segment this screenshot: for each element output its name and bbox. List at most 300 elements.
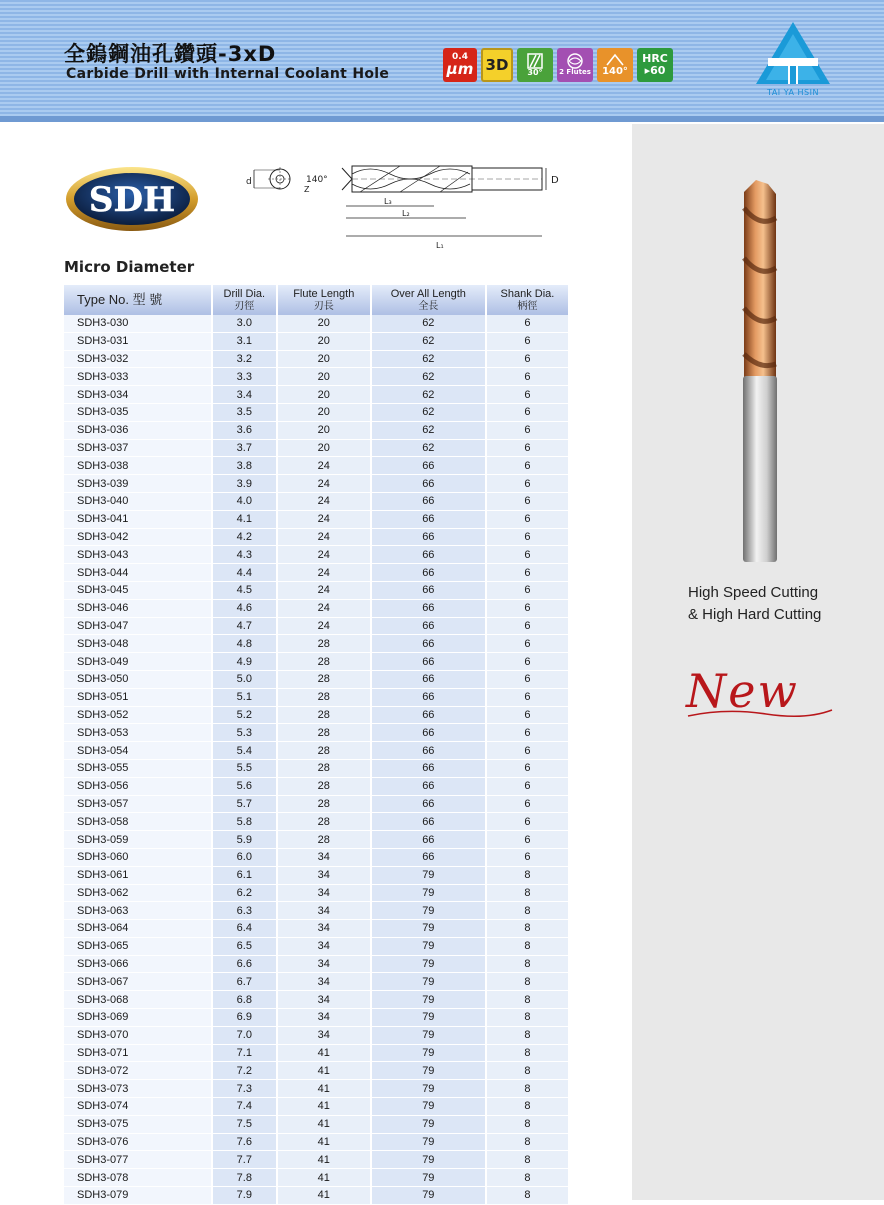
shank-dia-cell: 6 xyxy=(486,581,569,599)
overall-length-cell: 79 xyxy=(371,1133,486,1151)
overall-length-cell: 62 xyxy=(371,421,486,439)
overall-length-cell: 79 xyxy=(371,920,486,938)
overall-length-cell: 66 xyxy=(371,688,486,706)
diagram-L2-label: L₂ xyxy=(402,209,410,218)
table-row xyxy=(64,1062,569,1080)
overall-length-cell: 66 xyxy=(371,546,486,564)
flute-length-cell: 24 xyxy=(277,564,371,582)
drill-dia-cell: 6.6 xyxy=(212,955,277,973)
drill-dia-cell: 7.9 xyxy=(212,1187,277,1205)
flute-length-cell: 28 xyxy=(277,688,371,706)
diagram-angle-label: 140° xyxy=(306,175,328,185)
drill-dia-cell: 6.8 xyxy=(212,991,277,1009)
drill-dia-cell: 7.7 xyxy=(212,1151,277,1169)
table-row xyxy=(64,759,569,777)
drill-dia-cell: 3.0 xyxy=(212,315,277,332)
overall-length-cell: 66 xyxy=(371,653,486,671)
flute-length-cell: 24 xyxy=(277,546,371,564)
flute-length-cell: 28 xyxy=(277,653,371,671)
shank-dia-cell: 8 xyxy=(486,1062,569,1080)
shank-dia-cell: 6 xyxy=(486,813,569,831)
type-no-cell: SDH3-079 xyxy=(64,1187,212,1205)
type-no-cell: SDH3-069 xyxy=(64,1009,212,1027)
overall-length-cell: 79 xyxy=(371,1080,486,1098)
table-row xyxy=(64,724,569,742)
overall-length-cell: 66 xyxy=(371,581,486,599)
table-row xyxy=(64,973,569,991)
header-shank-dia-label-zh: 柄徑 xyxy=(517,300,538,312)
shank-dia-cell: 8 xyxy=(486,1187,569,1205)
flute-length-cell: 24 xyxy=(277,492,371,510)
flute-length-cell: 34 xyxy=(277,991,371,1009)
table-row xyxy=(64,1115,569,1133)
flute-length-cell: 41 xyxy=(277,1133,371,1151)
flute-length-cell: 41 xyxy=(277,1151,371,1169)
flute-length-cell: 41 xyxy=(277,1098,371,1116)
drill-dimension-diagram xyxy=(240,158,576,248)
type-no-cell: SDH3-053 xyxy=(64,724,212,742)
type-no-cell: SDH3-045 xyxy=(64,581,212,599)
drill-dia-cell: 7.5 xyxy=(212,1115,277,1133)
drill-dia-cell: 4.6 xyxy=(212,599,277,617)
sdh-logo-text: SDH xyxy=(88,180,176,220)
table-row xyxy=(64,1009,569,1027)
flute-length-cell: 20 xyxy=(277,368,371,386)
overall-length-cell: 62 xyxy=(371,350,486,368)
type-no-cell: SDH3-063 xyxy=(64,902,212,920)
flute-length-cell: 28 xyxy=(277,706,371,724)
type-no-cell: SDH3-044 xyxy=(64,564,212,582)
shank-dia-cell: 8 xyxy=(486,866,569,884)
drill-dia-cell: 5.6 xyxy=(212,777,277,795)
drill-dia-cell: 5.5 xyxy=(212,759,277,777)
shank-dia-cell: 8 xyxy=(486,937,569,955)
drill-dia-cell: 5.2 xyxy=(212,706,277,724)
table-row xyxy=(64,350,569,368)
overall-length-cell: 62 xyxy=(371,315,486,332)
shank-dia-cell: 8 xyxy=(486,1026,569,1044)
overall-length-cell: 79 xyxy=(371,1044,486,1062)
drill-dia-cell: 5.7 xyxy=(212,795,277,813)
drill-dia-cell: 4.5 xyxy=(212,581,277,599)
table-row xyxy=(64,421,569,439)
overall-length-cell: 66 xyxy=(371,528,486,546)
table-row xyxy=(64,1026,569,1044)
precision-unit: μm xyxy=(446,60,474,78)
shank-dia-cell: 8 xyxy=(486,920,569,938)
drill-dia-cell: 7.1 xyxy=(212,1044,277,1062)
section-title: Micro Diameter xyxy=(64,258,195,276)
helix-angle: 30° xyxy=(527,68,543,77)
table-row xyxy=(64,315,569,332)
flute-length-cell: 28 xyxy=(277,831,371,849)
overall-length-cell: 79 xyxy=(371,1098,486,1116)
type-no-cell: SDH3-048 xyxy=(64,635,212,653)
type-no-cell: SDH3-047 xyxy=(64,617,212,635)
shank-dia-cell: 6 xyxy=(486,475,569,493)
flute-length-cell: 24 xyxy=(277,457,371,475)
type-no-cell: SDH3-055 xyxy=(64,759,212,777)
flute-length-cell: 20 xyxy=(277,315,371,332)
drill-dia-cell: 3.2 xyxy=(212,350,277,368)
type-no-cell: SDH3-077 xyxy=(64,1151,212,1169)
type-no-cell: SDH3-075 xyxy=(64,1115,212,1133)
diagram-D-label: D xyxy=(551,175,559,186)
table-row xyxy=(64,546,569,564)
flute-length-cell: 20 xyxy=(277,439,371,457)
type-no-cell: SDH3-037 xyxy=(64,439,212,457)
overall-length-cell: 66 xyxy=(371,848,486,866)
drill-dia-cell: 3.4 xyxy=(212,386,277,404)
table-row xyxy=(64,866,569,884)
shank-dia-cell: 6 xyxy=(486,724,569,742)
table-row xyxy=(64,688,569,706)
flute-length-cell: 28 xyxy=(277,795,371,813)
drill-dia-cell: 5.1 xyxy=(212,688,277,706)
flute-length-cell: 28 xyxy=(277,742,371,760)
overall-length-cell: 62 xyxy=(371,368,486,386)
type-no-cell: SDH3-039 xyxy=(64,475,212,493)
type-no-cell: SDH3-076 xyxy=(64,1133,212,1151)
table-row xyxy=(64,902,569,920)
table-row xyxy=(64,528,569,546)
flute-length-cell: 20 xyxy=(277,421,371,439)
header-shank-dia-label: Shank Dia. xyxy=(500,288,555,301)
flute-length-cell: 34 xyxy=(277,848,371,866)
table-row xyxy=(64,1044,569,1062)
drill-dia-cell: 7.2 xyxy=(212,1062,277,1080)
table-row xyxy=(64,403,569,421)
shank-dia-cell: 6 xyxy=(486,528,569,546)
drill-dia-cell: 7.8 xyxy=(212,1169,277,1187)
overall-length-cell: 79 xyxy=(371,1026,486,1044)
type-no-cell: SDH3-041 xyxy=(64,510,212,528)
overall-length-cell: 62 xyxy=(371,386,486,404)
overall-length-cell: 66 xyxy=(371,759,486,777)
flute-length-cell: 41 xyxy=(277,1062,371,1080)
type-no-cell: SDH3-064 xyxy=(64,920,212,938)
diagram-d-label: d xyxy=(246,177,252,187)
shank-dia-cell: 8 xyxy=(486,1169,569,1187)
shank-dia-cell: 6 xyxy=(486,759,569,777)
type-no-cell: SDH3-032 xyxy=(64,350,212,368)
flute-length-cell: 34 xyxy=(277,920,371,938)
flute-length-cell: 24 xyxy=(277,617,371,635)
table-body xyxy=(64,315,569,1204)
type-no-cell: SDH3-057 xyxy=(64,795,212,813)
flute-length-cell: 24 xyxy=(277,581,371,599)
type-no-cell: SDH3-031 xyxy=(64,332,212,350)
overall-length-cell: 66 xyxy=(371,831,486,849)
shank-dia-cell: 6 xyxy=(486,439,569,457)
table-row xyxy=(64,937,569,955)
flute-length-cell: 34 xyxy=(277,866,371,884)
drill-dia-cell: 7.4 xyxy=(212,1098,277,1116)
flute-length-cell: 24 xyxy=(277,475,371,493)
table-row xyxy=(64,1169,569,1187)
table-row xyxy=(64,599,569,617)
drill-dia-cell: 6.3 xyxy=(212,902,277,920)
shank-dia-cell: 6 xyxy=(486,617,569,635)
drill-dia-cell: 4.7 xyxy=(212,617,277,635)
type-no-cell: SDH3-060 xyxy=(64,848,212,866)
shank-dia-cell: 6 xyxy=(486,457,569,475)
drill-dia-cell: 3.3 xyxy=(212,368,277,386)
table-row xyxy=(64,475,569,493)
drill-dia-cell: 3.7 xyxy=(212,439,277,457)
flute-length-cell: 28 xyxy=(277,724,371,742)
drill-dia-cell: 4.3 xyxy=(212,546,277,564)
table-row xyxy=(64,368,569,386)
table-row xyxy=(64,439,569,457)
flute-length-cell: 28 xyxy=(277,635,371,653)
header-overall-length xyxy=(371,285,486,315)
drill-dia-cell: 5.0 xyxy=(212,670,277,688)
overall-length-cell: 79 xyxy=(371,973,486,991)
shank-dia-cell: 8 xyxy=(486,902,569,920)
shank-dia-cell: 6 xyxy=(486,315,569,332)
hrc-label: HRC xyxy=(642,52,668,66)
header-banner xyxy=(0,0,884,122)
type-no-cell: SDH3-068 xyxy=(64,991,212,1009)
shank-dia-cell: 8 xyxy=(486,1044,569,1062)
flute-length-cell: 28 xyxy=(277,759,371,777)
overall-length-cell: 66 xyxy=(371,742,486,760)
shank-dia-cell: 6 xyxy=(486,546,569,564)
spec-table xyxy=(64,285,570,1205)
table-row xyxy=(64,742,569,760)
table-row xyxy=(64,955,569,973)
shank-dia-cell: 6 xyxy=(486,742,569,760)
type-no-cell: SDH3-062 xyxy=(64,884,212,902)
feature-badges xyxy=(443,48,673,82)
drill-dia-cell: 4.0 xyxy=(212,492,277,510)
shank-dia-cell: 6 xyxy=(486,350,569,368)
type-no-cell: SDH3-065 xyxy=(64,937,212,955)
precision-value: 0.4 xyxy=(452,52,468,62)
tagline-line-1: High Speed Cutting xyxy=(688,584,819,601)
flutes-badge xyxy=(557,48,593,82)
overall-length-cell: 66 xyxy=(371,635,486,653)
flute-length-cell: 24 xyxy=(277,528,371,546)
overall-length-cell: 79 xyxy=(371,902,486,920)
drill-dia-cell: 6.7 xyxy=(212,973,277,991)
shank-dia-cell: 6 xyxy=(486,795,569,813)
drill-dia-cell: 7.3 xyxy=(212,1080,277,1098)
type-no-cell: SDH3-058 xyxy=(64,813,212,831)
overall-length-cell: 62 xyxy=(371,332,486,350)
table-row xyxy=(64,795,569,813)
drill-dia-cell: 5.3 xyxy=(212,724,277,742)
type-no-cell: SDH3-066 xyxy=(64,955,212,973)
overall-length-cell: 66 xyxy=(371,457,486,475)
drill-dia-cell: 6.5 xyxy=(212,937,277,955)
drill-dia-cell: 6.1 xyxy=(212,866,277,884)
table-row xyxy=(64,617,569,635)
overall-length-cell: 66 xyxy=(371,475,486,493)
type-no-cell: SDH3-070 xyxy=(64,1026,212,1044)
table-row xyxy=(64,777,569,795)
diagram-L3-label: L₃ xyxy=(384,197,392,206)
shank-dia-cell: 6 xyxy=(486,492,569,510)
shank-dia-cell: 6 xyxy=(486,635,569,653)
drill-dia-cell: 5.8 xyxy=(212,813,277,831)
type-no-cell: SDH3-051 xyxy=(64,688,212,706)
table-row xyxy=(64,920,569,938)
helix-icon xyxy=(526,53,544,69)
table-row xyxy=(64,670,569,688)
shank-dia-cell: 6 xyxy=(486,653,569,671)
type-no-cell: SDH3-046 xyxy=(64,599,212,617)
title-chinese: 全鎢鋼油孔鑽頭-3xD xyxy=(64,42,277,66)
overall-length-cell: 66 xyxy=(371,777,486,795)
new-label: New xyxy=(686,664,799,718)
type-no-cell: SDH3-067 xyxy=(64,973,212,991)
table-row xyxy=(64,386,569,404)
helix-badge xyxy=(517,48,553,82)
type-no-cell: SDH3-036 xyxy=(64,421,212,439)
table-row xyxy=(64,831,569,849)
table-row xyxy=(64,991,569,1009)
type-no-cell: SDH3-074 xyxy=(64,1098,212,1116)
overall-length-cell: 79 xyxy=(371,1169,486,1187)
overall-length-cell: 66 xyxy=(371,617,486,635)
tagline xyxy=(688,582,821,626)
overall-length-cell: 66 xyxy=(371,706,486,724)
shank-dia-cell: 6 xyxy=(486,386,569,404)
table-row xyxy=(64,848,569,866)
flute-length-cell: 20 xyxy=(277,332,371,350)
type-no-cell: SDH3-056 xyxy=(64,777,212,795)
diagram-L1-label: L₁ xyxy=(436,241,444,248)
precision-badge xyxy=(443,48,477,82)
flute-length-cell: 28 xyxy=(277,813,371,831)
flutes-count: 2 Flutes xyxy=(559,68,591,77)
drill-dia-cell: 4.9 xyxy=(212,653,277,671)
table-row xyxy=(64,635,569,653)
type-no-cell: SDH3-040 xyxy=(64,492,212,510)
table-row xyxy=(64,1187,569,1205)
flute-length-cell: 34 xyxy=(277,1009,371,1027)
flute-length-cell: 41 xyxy=(277,1115,371,1133)
type-no-cell: SDH3-072 xyxy=(64,1062,212,1080)
overall-length-cell: 79 xyxy=(371,1062,486,1080)
header-flute-length-label: Flute Length xyxy=(293,288,355,301)
table-row xyxy=(64,492,569,510)
shank-dia-cell: 8 xyxy=(486,884,569,902)
header-shank-dia xyxy=(486,285,569,315)
header-drill-dia xyxy=(212,285,277,315)
header-type-no-label: Type No. 型 號 xyxy=(77,291,163,307)
type-no-cell: SDH3-033 xyxy=(64,368,212,386)
drill-dia-cell: 4.4 xyxy=(212,564,277,582)
shank-dia-cell: 6 xyxy=(486,777,569,795)
shank-dia-cell: 8 xyxy=(486,955,569,973)
shank-dia-cell: 6 xyxy=(486,403,569,421)
header-overall-length-label: Over All Length xyxy=(390,288,466,301)
new-flourish-icon xyxy=(686,706,834,720)
type-no-cell: SDH3-059 xyxy=(64,831,212,849)
overall-length-cell: 79 xyxy=(371,1115,486,1133)
shank-dia-cell: 6 xyxy=(486,368,569,386)
type-no-cell: SDH3-061 xyxy=(64,866,212,884)
flute-length-cell: 24 xyxy=(277,599,371,617)
tagline-line-2: & High Hard Cutting xyxy=(688,606,822,623)
overall-length-cell: 66 xyxy=(371,813,486,831)
table-row xyxy=(64,653,569,671)
type-no-cell: SDH3-050 xyxy=(64,670,212,688)
overall-length-cell: 79 xyxy=(371,1009,486,1027)
overall-length-cell: 66 xyxy=(371,492,486,510)
overall-length-cell: 66 xyxy=(371,599,486,617)
shank-dia-cell: 8 xyxy=(486,1115,569,1133)
type-no-cell: SDH3-054 xyxy=(64,742,212,760)
flutes-icon xyxy=(566,53,584,69)
overall-length-cell: 66 xyxy=(371,724,486,742)
overall-length-cell: 66 xyxy=(371,510,486,528)
drill-dia-cell: 4.8 xyxy=(212,635,277,653)
overall-length-cell: 66 xyxy=(371,670,486,688)
type-no-cell: SDH3-030 xyxy=(64,315,212,332)
table-row xyxy=(64,510,569,528)
drill-dia-cell: 3.6 xyxy=(212,421,277,439)
overall-length-cell: 79 xyxy=(371,884,486,902)
drill-dia-cell: 6.9 xyxy=(212,1009,277,1027)
drill-dia-cell: 3.1 xyxy=(212,332,277,350)
flute-length-cell: 24 xyxy=(277,510,371,528)
header-drill-dia-label: Drill Dia. xyxy=(223,288,266,301)
shank-dia-cell: 6 xyxy=(486,332,569,350)
flute-length-cell: 34 xyxy=(277,973,371,991)
shank-dia-cell: 8 xyxy=(486,1151,569,1169)
shank-dia-cell: 6 xyxy=(486,564,569,582)
drill-dia-cell: 4.2 xyxy=(212,528,277,546)
three-d-badge: 3D xyxy=(481,48,513,82)
sdh-logo xyxy=(64,165,200,233)
type-no-cell: SDH3-073 xyxy=(64,1080,212,1098)
drill-dia-cell: 3.8 xyxy=(212,457,277,475)
header-type-no xyxy=(64,285,212,315)
table-row xyxy=(64,581,569,599)
table-row xyxy=(64,564,569,582)
overall-length-cell: 66 xyxy=(371,564,486,582)
header-flute-length-label-zh: 刃長 xyxy=(313,300,334,312)
overall-length-cell: 62 xyxy=(371,439,486,457)
table-row xyxy=(64,457,569,475)
overall-length-cell: 79 xyxy=(371,991,486,1009)
flute-length-cell: 34 xyxy=(277,902,371,920)
shank-dia-cell: 8 xyxy=(486,973,569,991)
diagram-z-label: Z xyxy=(304,185,310,194)
shank-dia-cell: 6 xyxy=(486,688,569,706)
shank-dia-cell: 6 xyxy=(486,848,569,866)
shank-dia-cell: 8 xyxy=(486,991,569,1009)
overall-length-cell: 79 xyxy=(371,937,486,955)
drill-dia-cell: 7.0 xyxy=(212,1026,277,1044)
overall-length-cell: 66 xyxy=(371,795,486,813)
drill-dia-cell: 5.4 xyxy=(212,742,277,760)
title-english: Carbide Drill with Internal Coolant Hole xyxy=(66,66,390,82)
flute-length-cell: 34 xyxy=(277,955,371,973)
type-no-cell: SDH3-071 xyxy=(64,1044,212,1062)
hrc-value: ▸60 xyxy=(644,64,666,77)
shank-dia-cell: 6 xyxy=(486,599,569,617)
table-header-row xyxy=(64,285,569,315)
drill-dia-cell: 5.9 xyxy=(212,831,277,849)
drill-dia-cell: 6.2 xyxy=(212,884,277,902)
type-no-cell: SDH3-034 xyxy=(64,386,212,404)
shank-dia-cell: 8 xyxy=(486,1009,569,1027)
